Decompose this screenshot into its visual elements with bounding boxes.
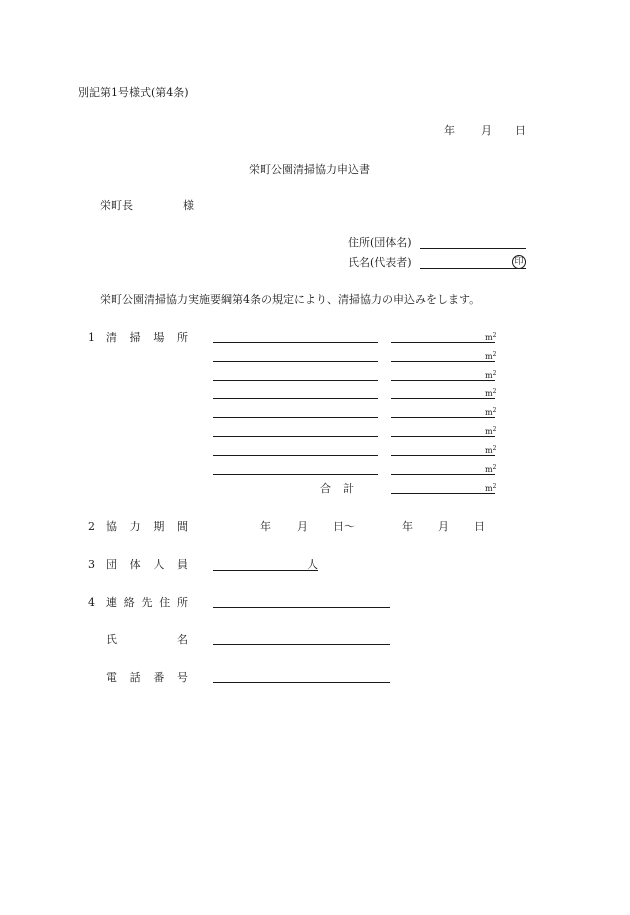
contact-name-field[interactable] bbox=[213, 644, 390, 645]
location-field[interactable] bbox=[213, 436, 378, 437]
location-field[interactable] bbox=[213, 361, 378, 362]
area-field[interactable] bbox=[391, 474, 495, 475]
period-start-year: 年 bbox=[260, 520, 271, 533]
area-field[interactable] bbox=[391, 342, 495, 343]
item1-number: 1 bbox=[88, 331, 95, 344]
addressee-honorific: 様 bbox=[183, 199, 194, 212]
location-field[interactable] bbox=[213, 474, 378, 475]
member-count-field[interactable] bbox=[213, 570, 318, 571]
contact-phone-field[interactable] bbox=[213, 682, 390, 683]
item1-label: 清掃場所 bbox=[106, 331, 188, 344]
applicant-name-label: 氏名(代表者) bbox=[348, 256, 412, 269]
item3-label: 団体人員 bbox=[106, 558, 188, 571]
item2-number: 2 bbox=[88, 520, 95, 533]
period-end-month: 月 bbox=[438, 520, 449, 533]
location-field[interactable] bbox=[213, 342, 378, 343]
area-field[interactable] bbox=[391, 455, 495, 456]
area-field[interactable] bbox=[391, 436, 495, 437]
area-unit: $m^2$ bbox=[485, 370, 497, 380]
application-statement: 栄町公園清掃協力実施要綱第4条の規定により、清掃協力の申込みをします。 bbox=[100, 293, 481, 306]
contact-address-field[interactable] bbox=[213, 607, 390, 608]
seal-mark: 印 bbox=[512, 255, 526, 269]
date-day-label: 日 bbox=[515, 124, 526, 137]
area-unit: $m^2$ bbox=[485, 351, 497, 361]
area-unit: $m^2$ bbox=[485, 407, 497, 417]
total-label: 合計 bbox=[320, 482, 354, 495]
area-field[interactable] bbox=[391, 380, 495, 381]
item4-number: 4 bbox=[88, 596, 95, 609]
period-start-day: 日〜 bbox=[333, 520, 355, 533]
member-count-unit: 人 bbox=[307, 558, 318, 571]
area-field[interactable] bbox=[391, 398, 495, 399]
applicant-name-field[interactable] bbox=[420, 268, 526, 269]
area-field[interactable] bbox=[391, 361, 495, 362]
area-unit: $m^2$ bbox=[485, 464, 497, 474]
period-end-year: 年 bbox=[402, 520, 413, 533]
location-field[interactable] bbox=[213, 455, 378, 456]
item3-number: 3 bbox=[88, 558, 95, 571]
area-unit: $m^2$ bbox=[485, 388, 497, 398]
total-area-field[interactable] bbox=[391, 493, 495, 494]
location-field[interactable] bbox=[213, 398, 378, 399]
area-unit: $m^2$ bbox=[485, 332, 497, 342]
item2-label: 協力期間 bbox=[106, 520, 188, 533]
applicant-address-field[interactable] bbox=[420, 248, 526, 249]
date-month-label: 月 bbox=[481, 124, 492, 137]
form-number-label: 別記第1号様式(第4条) bbox=[78, 86, 189, 99]
item4-label: 連絡先住所 bbox=[106, 596, 188, 609]
date-year-label: 年 bbox=[444, 124, 455, 137]
area-unit: $m^2$ bbox=[485, 426, 497, 436]
period-end-day: 日 bbox=[474, 520, 485, 533]
period-start-month: 月 bbox=[297, 520, 308, 533]
location-field[interactable] bbox=[213, 380, 378, 381]
area-field[interactable] bbox=[391, 417, 495, 418]
applicant-address-label: 住所(団体名) bbox=[348, 236, 412, 249]
addressee-name: 栄町長 bbox=[100, 199, 133, 212]
location-field[interactable] bbox=[213, 417, 378, 418]
contact-name-label: 氏名 bbox=[106, 633, 188, 646]
area-unit: $m^2$ bbox=[485, 445, 497, 455]
contact-phone-label: 電話番号 bbox=[106, 671, 188, 684]
document-title: 栄町公園清掃協力申込書 bbox=[249, 163, 370, 176]
total-area-unit: $m^2$ bbox=[485, 483, 497, 493]
